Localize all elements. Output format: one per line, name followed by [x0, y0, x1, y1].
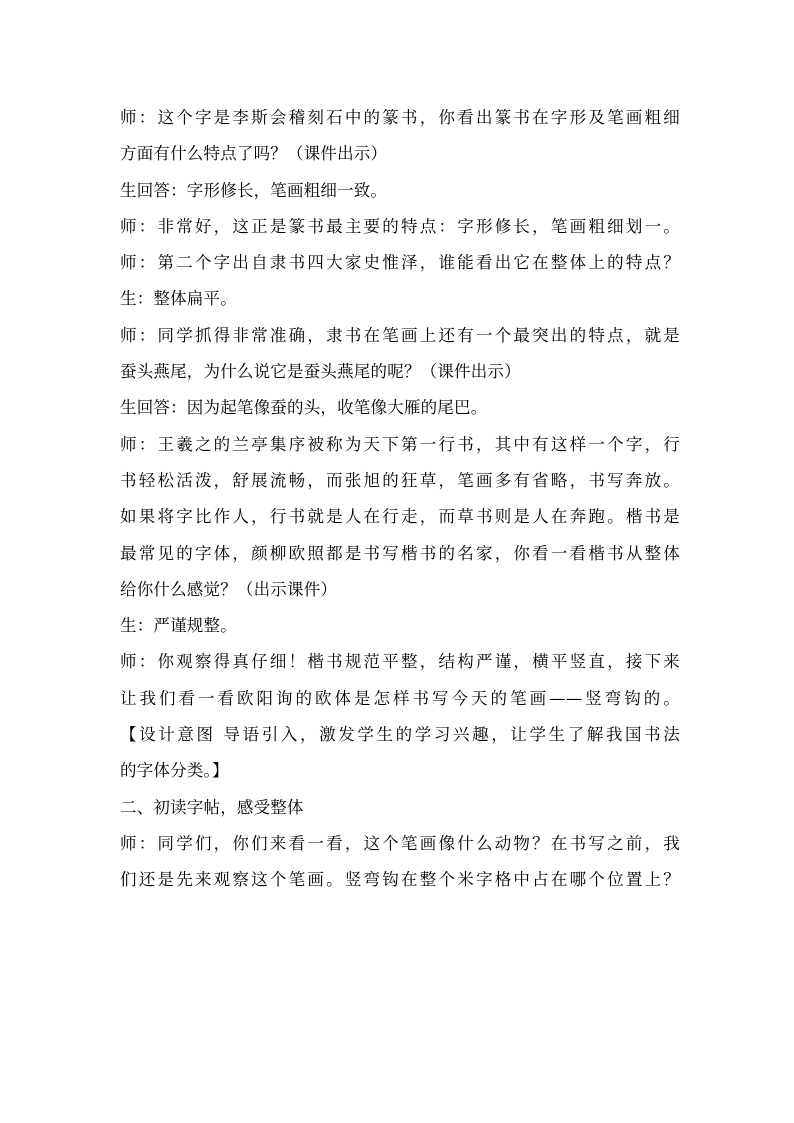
text-line-2: 方面有什么特点了吗？（课件出示） [120, 144, 388, 164]
text-line-14: 给你什么感觉？（出示课件） [120, 579, 338, 599]
text-line-10: 师：王羲之的兰亭集序被称为天下第一行书，其中有这样一个字，行 [120, 434, 680, 454]
text-line-4: 师：非常好，这正是篆书最主要的特点：字形修长，笔画粗细划一。 [120, 216, 680, 236]
section-heading: 二、初读字帖，感受整体 [120, 797, 304, 817]
text-line-11: 书轻松活泼，舒展流畅，而张旭的狂草，笔画多有省略，书写奔放。 [120, 470, 680, 490]
text-line-1: 师：这个字是李斯会稽刻石中的篆书，你看出篆书在字形及笔画粗细 [120, 108, 680, 127]
text-line-7: 师：同学抓得非常准确，隶书在笔画上还有一个最突出的特点，就是 [120, 325, 680, 345]
text-line-16: 师：你观察得真仔细！楷书规范平整，结构严谨，横平竖直，接下来 [120, 652, 680, 672]
design-intent-line-2: 的字体分类。】 [120, 761, 229, 781]
text-line-8: 蚕头燕尾，为什么说它是蚕头燕尾的呢？（课件出示） [120, 362, 521, 382]
text-line-6: 生：整体扁平。 [120, 289, 237, 309]
text-line-3: 生回答：字形修长，笔画粗细一致。 [120, 180, 388, 200]
design-intent-line-1: 【设计意图 导语引入，激发学生的学习兴趣，让学生了解我国书法 [120, 725, 680, 745]
text-line-5: 师：第二个字出自隶书四大家史惟泽，谁能看出它在整体上的特点？ [120, 253, 680, 273]
text-line-17: 让我们看一看欧阳询的欧体是怎样书写今天的笔画——竖弯钩的。 [120, 688, 680, 708]
document-body [120, 100, 680, 899]
text-line-15: 生：严谨规整。 [120, 616, 237, 636]
text-line-12: 如果将字比作人，行书就是人在行走，而草书则是人在奔跑。楷书是 [120, 507, 680, 527]
text-line-21: 师：同学们，你们来看一看，这个笔画像什么动物？在书写之前，我 [120, 833, 680, 853]
text-line-13: 最常见的字体，颜柳欧照都是书写楷书的名家，你看一看楷书从整体 [120, 543, 680, 563]
text-line-22: 们还是先来观察这个笔画。竖弯钩在整个米字格中占在哪个位置上？ [120, 870, 680, 890]
text-line-9: 生回答：因为起笔像蚕的头，收笔像大雁的尾巴。 [120, 398, 488, 418]
